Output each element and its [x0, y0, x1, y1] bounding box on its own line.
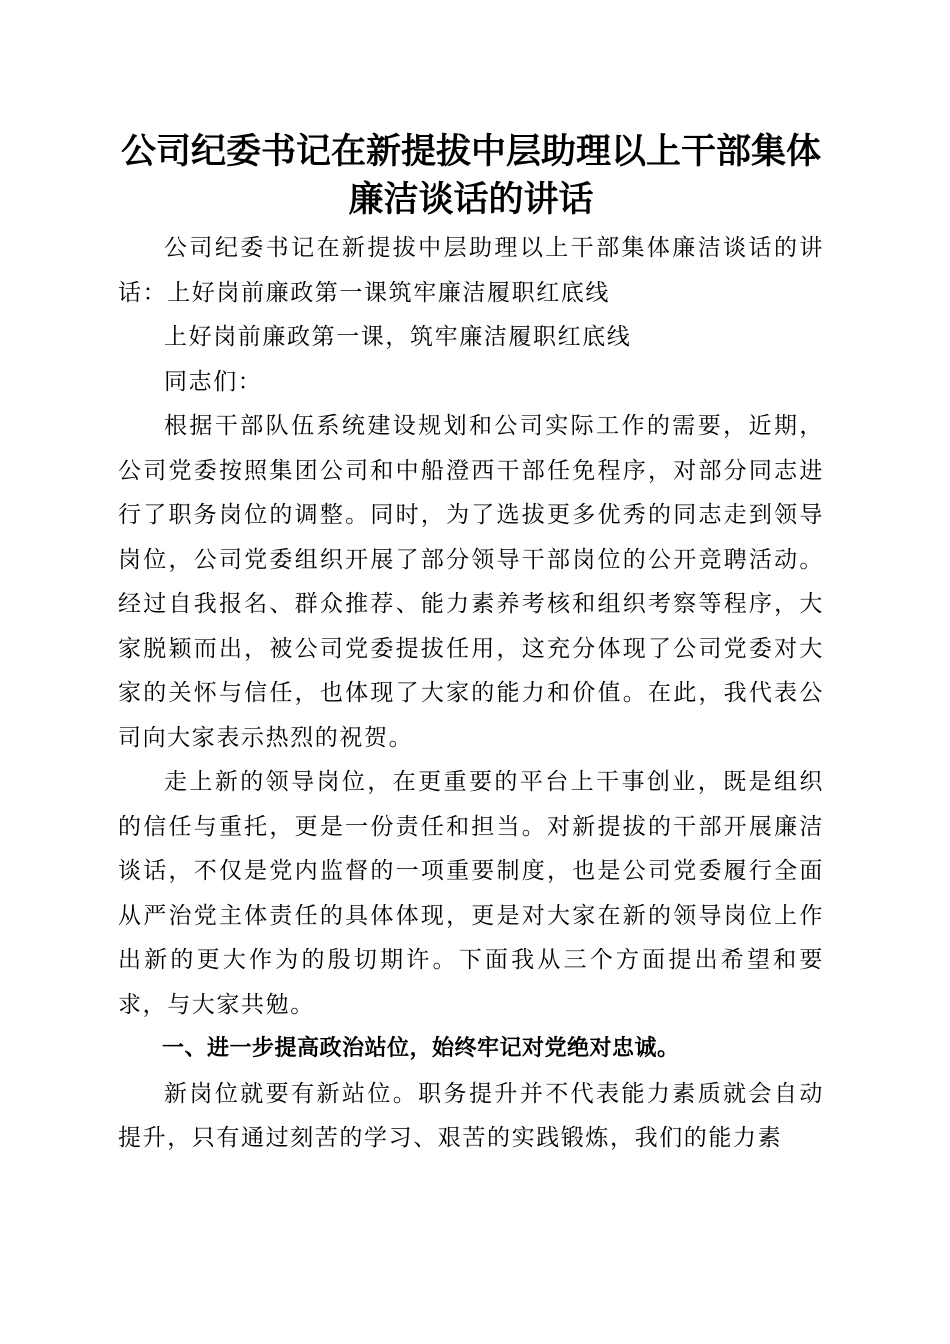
- body-paragraph: 根据干部队伍系统建设规划和公司实际工作的需要，近期，公司党委按照集团公司和中船澄西干部任免程序，对部分同志进行了职务岗位的调整。同时，为了选拔更多优秀的同志走到领导岗位，公司党委组织开展了部分领导干部岗位的公开竞聘活动。经过自我报名、群众推荐、能力素养考核和组织考察等程序，大家脱颖而出，被公司党委提拔任用，这充分体现了公司党委对大家的关怀与信任，也体现了大家的能力和价值。在此，我代表公司向大家表示热烈的祝贺。: [118, 413, 824, 751]
- document-content: [118, 128, 824, 1161]
- theme-line: 上好岗前廉政第一课，筑牢廉洁履职红底线: [164, 324, 632, 350]
- document-title: 公司纪委书记在新提拔中层助理以上干部集体廉洁谈话的讲话: [120, 131, 821, 220]
- salutation: 同志们：: [164, 368, 263, 395]
- document-body: [118, 226, 824, 1161]
- body-paragraph: 走上新的领导岗位，在更重要的平台上干事创业，既是组织的信任与重托，更是一份责任和担当。对新提拔的干部开展廉洁谈话，不仅是党内监督的一项重要制度，也是公司党委履行全面从严治党主体责任的具体体现，更是对大家在新的领导岗位上作出新的更大作为的殷切期许。下面我从三个方面提出希望和要求，与大家共勉。: [118, 769, 824, 1018]
- section-paragraph: 新岗位就要有新站位。职务提升并不代表能力素质就会自动提升，只有通过刻苦的学习、艰苦的实践锻炼，我们的能力素: [118, 1080, 824, 1151]
- section-heading: 一、进一步提高政治站位，始终牢记对党绝对忠诚。: [162, 1036, 680, 1061]
- subtitle-paragraph: 公司纪委书记在新提拔中层助理以上干部集体廉洁谈话的讲话：上好岗前廉政第一课筑牢廉洁履职红底线: [118, 235, 824, 306]
